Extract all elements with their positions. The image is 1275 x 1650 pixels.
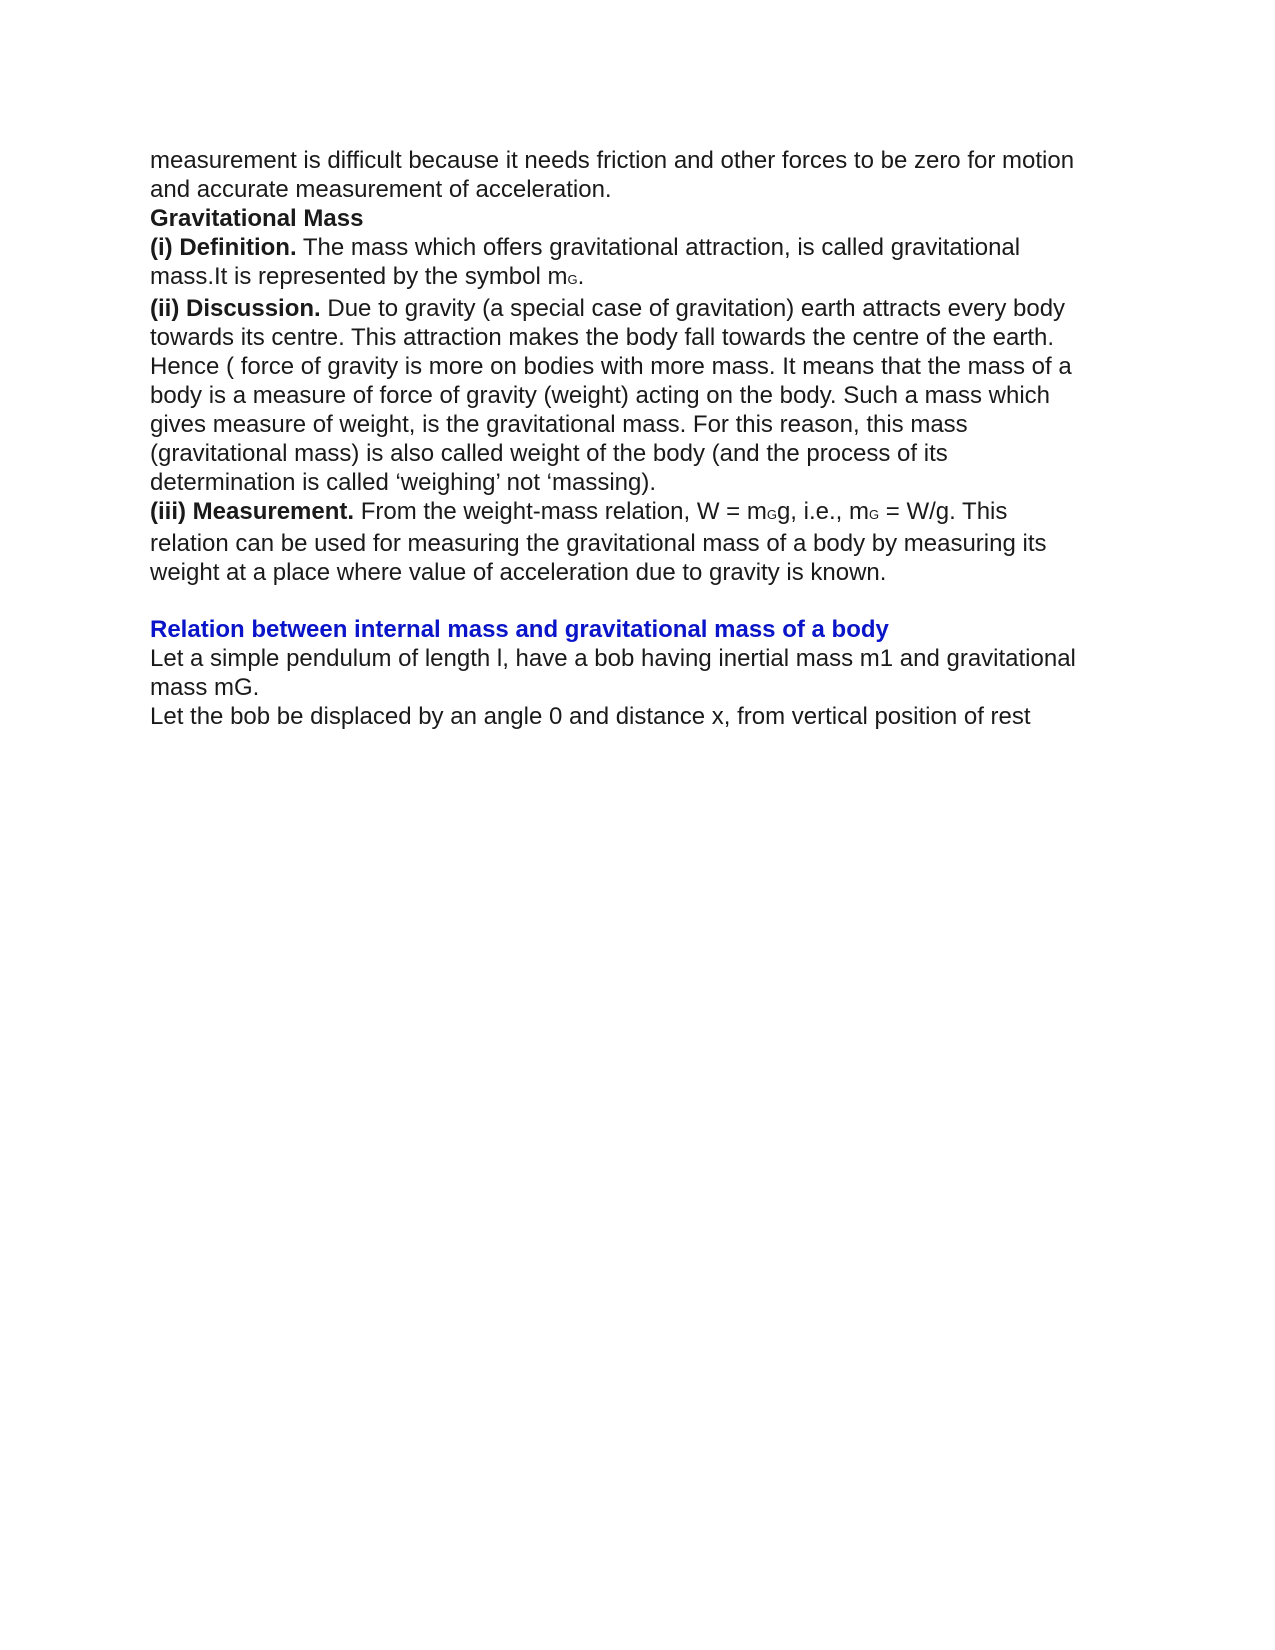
discussion-label: (ii) Discussion.: [150, 295, 321, 322]
measurement-line: relation can be used for measuring the gravitational mass of a body by measuring its: [150, 530, 1047, 557]
discussion-line-1: [150, 294, 1130, 323]
measurement-text: = W/g. This: [879, 498, 1008, 525]
discussion-line: Hence ( force of gravity is more on bodies with more mass. It means that the mass of a: [150, 353, 1072, 380]
relation-line: mass mG.: [150, 674, 260, 701]
definition-text: The mass which offers gravitational attraction, is called gravitational: [296, 234, 1021, 261]
relation-heading: Relation between internal mass and gravitational mass of a body: [150, 616, 889, 643]
definition-text: mass.It is represented by the symbol m: [150, 263, 568, 290]
document-page: [150, 146, 1130, 731]
symbol-subscript: G: [868, 507, 880, 522]
definition-line-2: [150, 262, 1130, 294]
discussion-line: determination is called ‘weighing’ not ‘massing).: [150, 469, 657, 496]
paragraph-line: and accurate measurement of acceleration.: [150, 176, 612, 203]
symbol-subscript: G: [567, 272, 578, 287]
paragraph-line: measurement is difficult because it needs friction and other forces to be zero for motion: [150, 147, 1075, 174]
relation-line: Let the bob be displaced by an angle 0 and distance x, from vertical position of rest: [150, 703, 1031, 730]
discussion-line: towards its centre. This attraction makes the body fall towards the centre of the earth.: [150, 324, 1055, 351]
discussion-line: body is a measure of force of gravity (weight) acting on the body. Such a mass which: [150, 382, 1050, 409]
discussion-line: gives measure of weight, is the gravitational mass. For this reason, this mass: [150, 411, 968, 438]
discussion-text: Due to gravity (a special case of gravitation) earth attracts every body: [320, 295, 1066, 322]
discussion-line: (gravitational mass) is also called weight of the body (and the process of its: [150, 440, 948, 467]
symbol-subscript: G: [766, 507, 777, 522]
definition-line-1: [150, 233, 1130, 262]
measurement-line-1: [150, 497, 1130, 529]
measurement-text: From the weight-mass relation, W = m: [354, 498, 767, 525]
paragraph-spacer: [150, 587, 1130, 615]
measurement-text: g, i.e., m: [776, 498, 869, 525]
section-title: Gravitational Mass: [150, 205, 364, 232]
definition-end: .: [577, 263, 585, 290]
relation-line: Let a simple pendulum of length l, have a bob having inertial mass m1 and gravitational: [150, 645, 1076, 672]
definition-label: (i) Definition.: [150, 234, 297, 261]
measurement-line: weight at a place where value of acceleration due to gravity is known.: [150, 559, 887, 586]
measurement-label: (iii) Measurement.: [150, 498, 355, 525]
